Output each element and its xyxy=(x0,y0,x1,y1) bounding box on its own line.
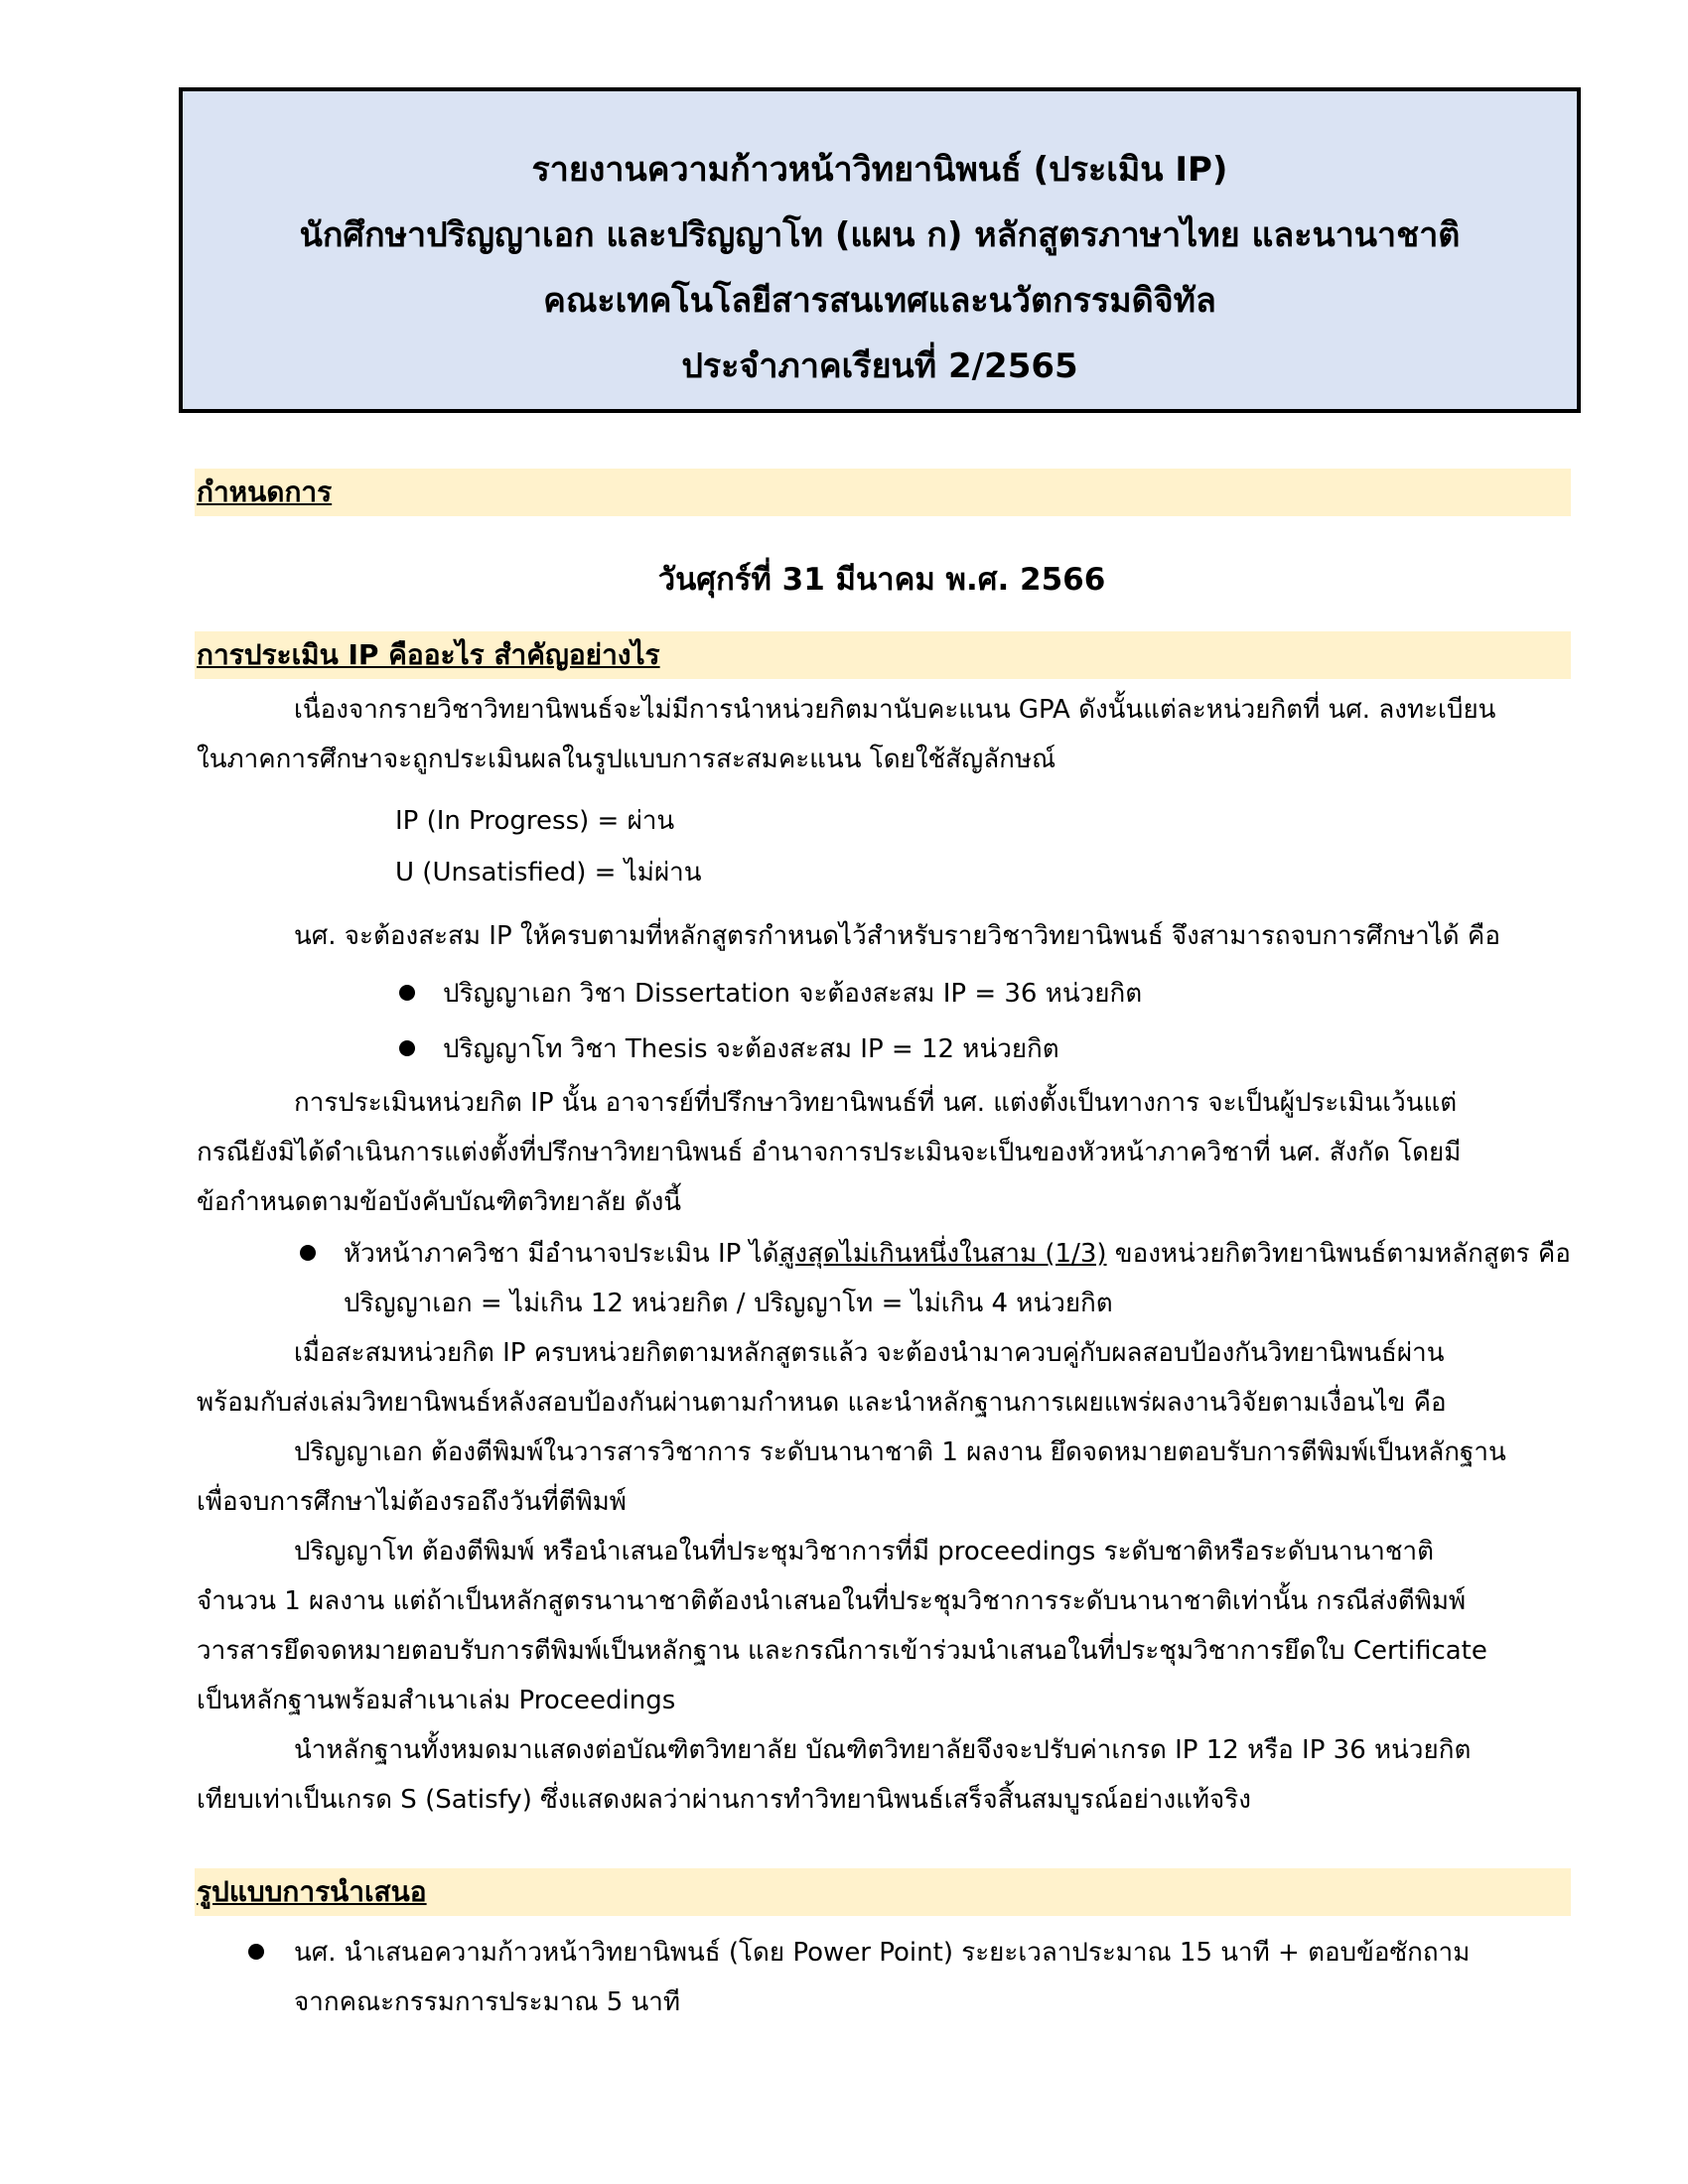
ip-para3-line3: ข้อกำหนดตามข้อบังคับบัณฑิตวิทยาลัย ดังนี้ xyxy=(197,1187,682,1217)
ip-para7-line2: เทียบเท่าเป็นเกรด S (Satisfy) ซึ่งแสดงผลว่าผ่านการทำวิทยานิพนธ์เสร็จสิ้นสมบูรณ์อย่างแท้จริง xyxy=(197,1785,1251,1815)
presentation-heading: รูปแบบการนำเสนอ xyxy=(195,1868,1571,1916)
rule-text-post: ของหน่วยกิตวิทยานิพนธ์ตามหลักสูตร คือ xyxy=(1106,1239,1571,1269)
masters-requirement: ปริญญาโท วิชา Thesis จะต้องสะสม IP = 12 หน่วยกิต xyxy=(443,1034,1059,1064)
ip-para4-line1: เมื่อสะสมหน่วยกิต IP ครบหน่วยกิตตามหลักสูตรแล้ว จะต้องนำมาควบคู่กับผลสอบป้องกันวิทยานิพนธ์ผ่าน xyxy=(294,1338,1445,1368)
report-subtitle-students: นักศึกษาปริญญาเอก และปริญญาโท (แผน ก) หลักสูตรภาษาไทย และนานาชาติ xyxy=(299,215,1461,255)
symbol-ip: IP (In Progress) = ผ่าน xyxy=(395,806,675,836)
ip-para7-line1: นำหลักฐานทั้งหมดมาแสดงต่อบัณฑิตวิทยาลัย บัณฑิตวิทยาลัยจึงจะปรับค่าเกรด IP 12 หรือ IP 36 หน่วยกิต xyxy=(294,1735,1472,1765)
head-of-dept-rule xyxy=(344,1229,1571,1279)
rule-text-pre: หัวหน้าภาควิชา มีอำนาจประเมิน IP ได้ xyxy=(344,1239,779,1269)
report-subtitle-semester: ประจำภาคเรียนที่ 2/2565 xyxy=(681,346,1078,386)
symbol-u: U (Unsatisfied) = ไม่ผ่าน xyxy=(395,858,702,887)
schedule-heading: กำหนดการ xyxy=(195,469,1571,516)
ip-para6-line2: จำนวน 1 ผลงาน แต่ถ้าเป็นหลักสูตรนานาชาติต้องนำเสนอในที่ประชุมวิชาการระดับนานาชาติเท่านั้น กรณีส่งตีพิมพ์ xyxy=(197,1586,1467,1616)
bullet-icon xyxy=(399,985,415,1001)
ip-para4-line2: พร้อมกับส่งเล่มวิทยานิพนธ์หลังสอบป้องกันผ่านตามกำหนด และนำหลักฐานการเผยแพร่ผลงานวิจัยตามเงื่อนไข คือ xyxy=(197,1388,1447,1418)
bullet-icon xyxy=(248,1944,264,1960)
ip-para6-line3: วารสารยึดจดหมายตอบรับการตีพิมพ์เป็นหลักฐาน และกรณีการเข้าร่วมนำเสนอในที่ประชุมวิชาการยึดใบ Certificate xyxy=(197,1636,1487,1666)
ip-section-heading: การประเมิน IP คืออะไร สำคัญอย่างไร xyxy=(195,631,1571,679)
report-subtitle-faculty: คณะเทคโนโลยีสารสนเทศและนวัตกรรมดิจิทัล xyxy=(543,281,1216,321)
report-title: รายงานความก้าวหน้าวิทยานิพนธ์ (ประเมิน IP) xyxy=(531,150,1228,190)
bullet-icon xyxy=(300,1245,316,1261)
ip-para5-line2: เพื่อจบการศึกษาไม่ต้องรอถึงวันที่ตีพิมพ์ xyxy=(197,1487,627,1517)
head-of-dept-rule-line2: ปริญญาเอก = ไม่เกิน 12 หน่วยกิต / ปริญญาโท = ไม่เกิน 4 หน่วยกิต xyxy=(344,1289,1113,1318)
bullet-icon xyxy=(399,1040,415,1056)
ip-para3-line2: กรณียังมิได้ดำเนินการแต่งตั้งที่ปรึกษาวิทยานิพนธ์ อำนาจการประเมินจะเป็นของหัวหน้าภาควิชาที่ นศ. สังกัด โดยมี xyxy=(197,1138,1462,1167)
ip-para1-line1: เนื่องจากรายวิชาวิทยานิพนธ์จะไม่มีการนำหน่วยกิตมานับคะแนน GPA ดังนั้นแต่ละหน่วยกิตที่ นศ. ลงทะเบียน xyxy=(294,695,1496,725)
doctoral-requirement: ปริญญาเอก วิชา Dissertation จะต้องสะสม IP = 36 หน่วยกิต xyxy=(443,979,1143,1009)
title-box xyxy=(179,87,1581,413)
ip-para6-line4: เป็นหลักฐานพร้อมสำเนาเล่ม Proceedings xyxy=(197,1686,676,1715)
rule-text-limit: สูงสุดไม่เกินหนึ่งในสาม (1/3) xyxy=(778,1239,1107,1269)
schedule-date: วันศุกร์ที่ 31 มีนาคม พ.ศ. 2566 xyxy=(657,562,1106,598)
ip-para2: นศ. จะต้องสะสม IP ให้ครบตามที่หลักสูตรกำหนดไว้สำหรับรายวิชาวิทยานิพนธ์ จึงสามารถจบการศึกษาได้ คือ xyxy=(294,921,1500,951)
ip-para1-line2: ในภาคการศึกษาจะถูกประเมินผลในรูปแบบการสะสมคะแนน โดยใช้สัญลักษณ์ xyxy=(197,745,1056,774)
ip-para6-line1: ปริญญาโท ต้องตีพิมพ์ หรือนำเสนอในที่ประชุมวิชาการที่มี proceedings ระดับชาติหรือระดับนานาชาติ xyxy=(294,1537,1434,1567)
ip-para5-line1: ปริญญาเอก ต้องตีพิมพ์ในวารสารวิชาการ ระดับนานาชาติ 1 ผลงาน ยึดจดหมายตอบรับการตีพิมพ์เป็นหลักฐาน xyxy=(294,1437,1506,1467)
ip-para3-line1: การประเมินหน่วยกิต IP นั้น อาจารย์ที่ปรึกษาวิทยานิพนธ์ที่ นศ. แต่งตั้งเป็นทางการ จะเป็นผู้ประเมินเว้นแต่ xyxy=(294,1088,1458,1118)
presentation-format-line1: นศ. นำเสนอความก้าวหน้าวิทยานิพนธ์ (โดย Power Point) ระยะเวลาประมาณ 15 นาที + ตอบข้อซักถาม xyxy=(294,1938,1471,1968)
presentation-format-line2: จากคณะกรรมการประมาณ 5 นาที xyxy=(294,1987,681,2017)
